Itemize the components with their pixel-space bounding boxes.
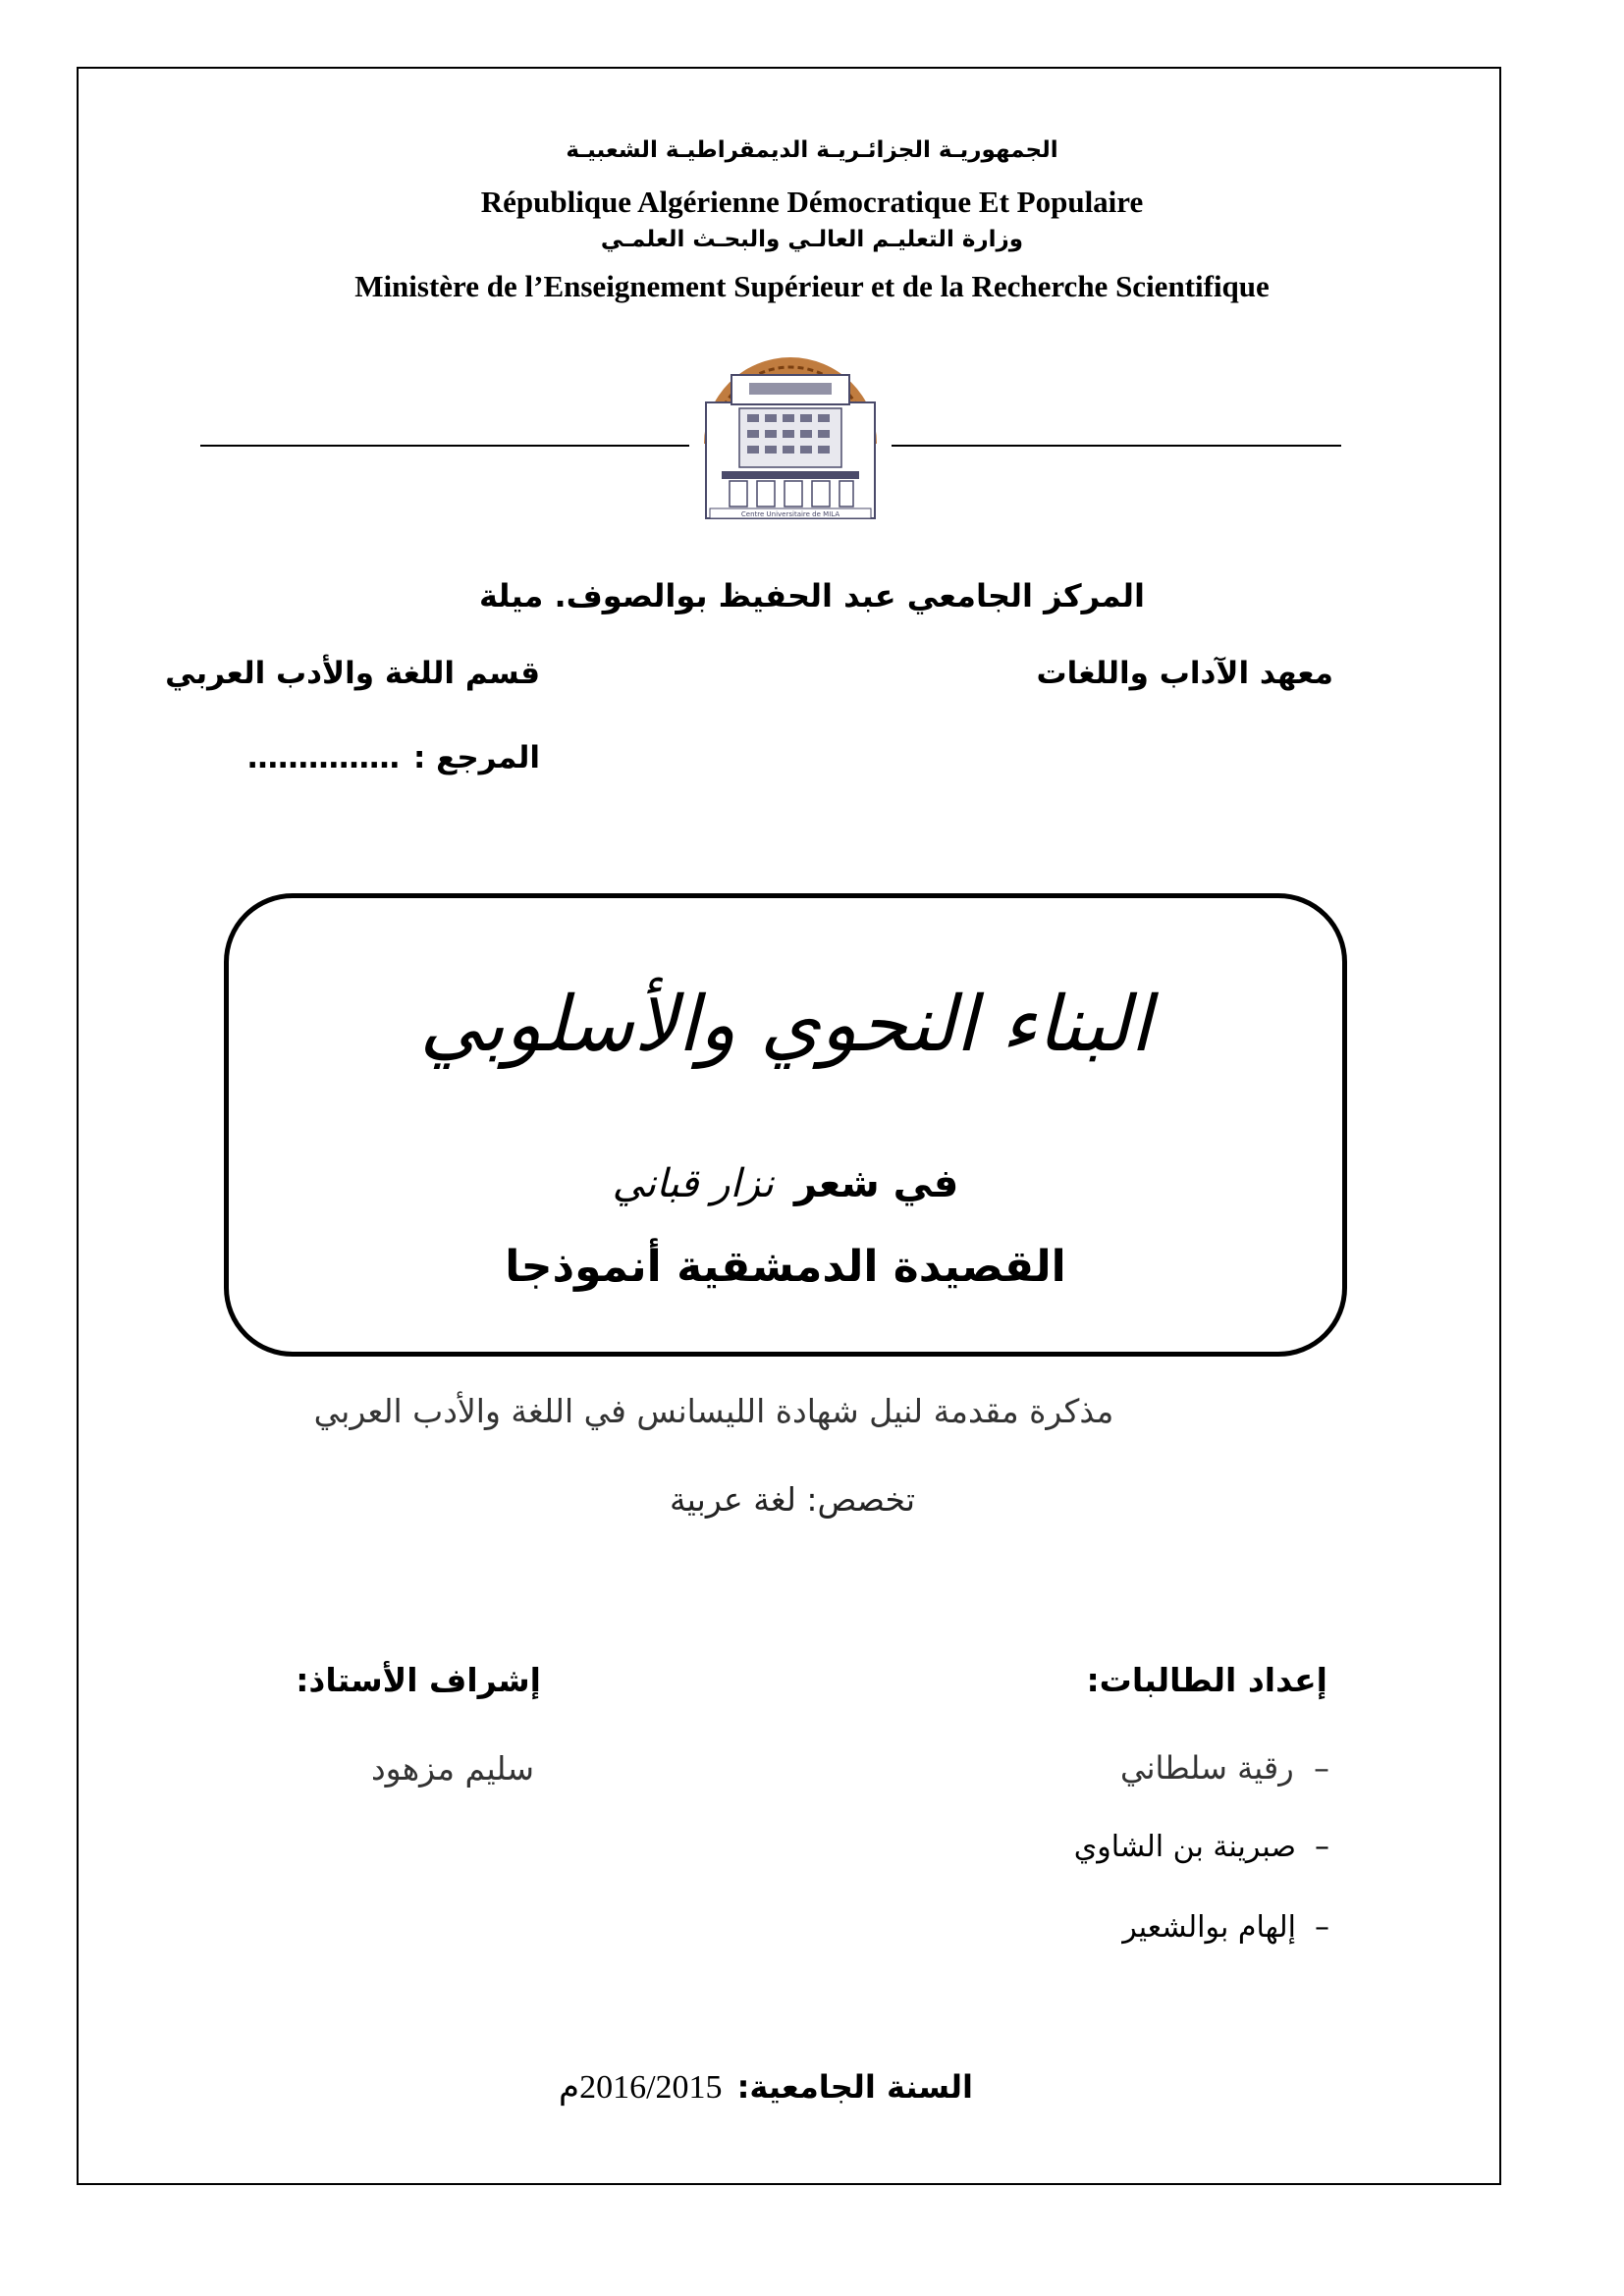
header-rule-right	[892, 445, 1341, 447]
subtitle-prefix: في شعر	[793, 1161, 959, 1206]
academic-year-label: السنة الجامعية:	[736, 2068, 973, 2106]
department-name: قسم اللغة والأدب العربي	[165, 656, 540, 691]
student-name: إلهام بوالشعير	[1122, 1910, 1296, 1945]
ministry-french: Ministère de l’Enseignement Supérieur et de la Recherche Scientifique	[354, 269, 1270, 303]
thesis-specialty: تخصص: لغة عربية	[669, 1480, 916, 1519]
reference-value: ……………	[246, 740, 400, 775]
poet-name: نزار قباني	[612, 1161, 774, 1206]
university-logo	[692, 346, 889, 532]
thesis-description: مذكرة مقدمة لنيل شهادة الليسانس في اللغة والأدب العربي	[313, 1392, 1114, 1430]
student-name: صبرينة بن الشاوي	[1073, 1830, 1296, 1864]
thesis-subtitle	[229, 1161, 1342, 1206]
thesis-main-title: البناء النحوي والأسلوبي	[419, 981, 1152, 1069]
university-center-name: المركز الجامعي عبد الحفيظ بوالصوف. ميلة	[478, 577, 1145, 614]
student-item: – رقية سلطاني	[1119, 1749, 1329, 1787]
student-name: رقية سلطاني	[1119, 1749, 1294, 1787]
logo-caption: Centre Universitaire de MILA	[740, 510, 840, 518]
institute-name: معهد الآداب واللغات	[1036, 656, 1333, 691]
academic-year	[511, 2067, 1021, 2107]
republic-french: République Algérienne Démocratique Et Populaire	[480, 185, 1144, 219]
student-item: – صبرينة بن الشاوي	[1073, 1830, 1329, 1864]
student-item: – إلهام بوالشعير	[1122, 1910, 1329, 1945]
republic-arabic: الجمهوريـة الجزائـريـة الديمقراطيـة الشعبيـة	[566, 137, 1058, 163]
academic-year-value: 2016/2015م	[559, 2069, 723, 2106]
students-label: إعداد الطالبات:	[1086, 1661, 1327, 1699]
ministry-arabic: وزارة التعليـم العالـي والبحـث العلمـي	[600, 227, 1024, 252]
supervisor-label: إشراف الأستاذ:	[296, 1661, 541, 1699]
reference-line	[247, 740, 540, 775]
case-study-title: القصيدة الدمشقية أنموذجا	[505, 1242, 1066, 1292]
header-rule-left	[200, 445, 689, 447]
supervisor-name: سليم مزهود	[370, 1749, 534, 1788]
reference-label: المرجع :	[412, 740, 540, 775]
thesis-title-box	[224, 893, 1347, 1357]
